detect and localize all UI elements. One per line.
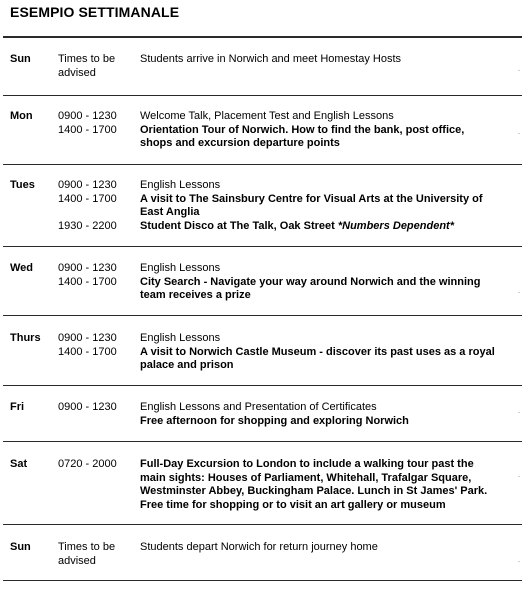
activity-text: team receives a prize (140, 289, 251, 301)
divider (3, 524, 522, 525)
time-cell (58, 541, 134, 568)
day-label: Fri (10, 401, 25, 413)
scan-speck (518, 133, 520, 134)
activity-note: *Numbers Dependent* (337, 219, 454, 232)
activity-text: palace and prison (140, 359, 234, 371)
time-cell (58, 458, 134, 472)
time-text: 1930 - 2200 (58, 219, 117, 232)
activity-text: English Lessons (140, 262, 221, 274)
time-text: 1400 - 1700 (58, 192, 117, 205)
divider (3, 246, 522, 247)
divider-bottom (3, 580, 522, 581)
divider (3, 385, 522, 386)
activity-text: shops and excursion departure points (140, 137, 340, 149)
activity-text: Welcome Talk, Placement Test and English Lessons (140, 110, 394, 122)
time-text: 0900 - 1230 (58, 110, 117, 122)
activity-text: Students arrive in Norwich and meet Homestay Hosts (140, 53, 402, 65)
activity-cell (140, 262, 512, 303)
activity-text: main sights: Houses of Parliament, Whitehall, Trafalgar Square, (140, 471, 472, 484)
activity-cell (140, 53, 512, 67)
time-spacer (58, 206, 134, 220)
time-cell (58, 53, 134, 80)
activity-text: Student Disco at The Talk, Oak Street (140, 219, 338, 232)
time-cell (58, 179, 134, 233)
activity-text: Orientation Tour of Norwich. How to find the bank, post office, (140, 123, 465, 136)
day-label: Tues (10, 179, 35, 191)
divider (3, 164, 522, 165)
scan-speck (518, 412, 520, 413)
activity-text-line (140, 220, 512, 234)
scan-speck (518, 70, 520, 71)
time-text: 0900 - 1230 (58, 332, 117, 344)
time-cell (58, 332, 134, 359)
activity-text: English Lessons (140, 332, 221, 344)
activity-text: English Lessons and Presentation of Certificates (140, 401, 377, 413)
activity-text: A visit to Norwich Castle Museum - discover its past uses as a royal (140, 345, 495, 358)
time-text: 1400 - 1700 (58, 345, 117, 358)
scan-speck (518, 561, 520, 562)
divider (3, 95, 522, 96)
activity-text: Students depart Norwich for return journey home (140, 541, 378, 553)
time-text: 0900 - 1230 (58, 262, 117, 274)
activity-text: Full-Day Excursion to London to include a walking tour past the (140, 458, 474, 470)
day-label: Sun (10, 541, 31, 553)
time-text: advised (58, 66, 96, 79)
activity-text: English Lessons (140, 179, 221, 191)
time-text: 1400 - 1700 (58, 123, 117, 136)
time-text: advised (58, 554, 96, 567)
activity-text: A visit to The Sainsbury Centre for Visual Arts at the University of (140, 192, 483, 205)
day-label: Wed (10, 262, 34, 274)
time-text: 0900 - 1230 (58, 401, 117, 413)
day-label: Sun (10, 53, 31, 65)
activity-cell (140, 401, 512, 428)
activity-cell (140, 110, 512, 151)
activity-text: Free afternoon for shopping and exploring Norwich (140, 414, 409, 427)
divider (3, 441, 522, 442)
time-cell (58, 110, 134, 137)
activity-text: City Search - Navigate your way around Norwich and the winning (140, 275, 481, 288)
divider-top (3, 36, 522, 38)
time-cell (58, 262, 134, 289)
time-text: Times to be (58, 541, 116, 553)
time-text: 1400 - 1700 (58, 275, 117, 288)
day-label: Sat (10, 458, 28, 470)
activity-cell (140, 458, 512, 512)
activity-text: Westminster Abbey, Buckingham Palace. Lunch in St James' Park. (140, 485, 488, 497)
scan-speck (518, 292, 520, 293)
activity-cell (140, 541, 512, 555)
day-label: Thurs (10, 332, 41, 344)
activity-text: Free time for shopping or to visit an art gallery or museum (140, 498, 446, 511)
time-text: 0720 - 2000 (58, 458, 117, 470)
activity-cell (140, 179, 512, 233)
day-label: Mon (10, 110, 33, 122)
divider (3, 315, 522, 316)
time-text: Times to be (58, 53, 116, 65)
time-cell (58, 401, 134, 415)
activity-cell (140, 332, 512, 373)
page-title: ESEMPIO SETTIMANALE (10, 4, 180, 20)
activity-text: East Anglia (140, 206, 200, 218)
time-text: 0900 - 1230 (58, 179, 117, 191)
scan-speck (518, 476, 520, 477)
